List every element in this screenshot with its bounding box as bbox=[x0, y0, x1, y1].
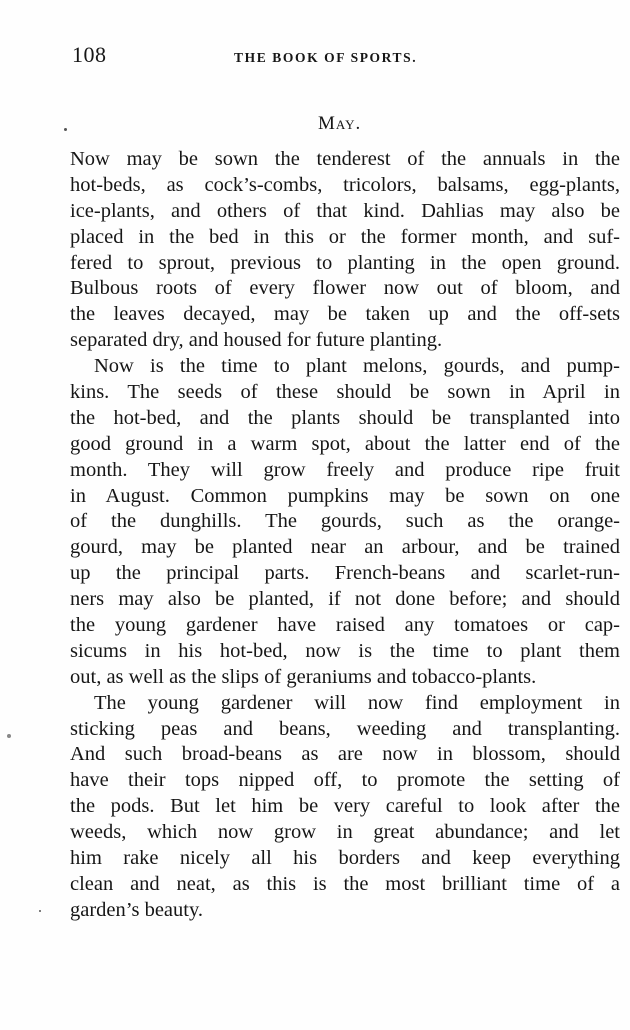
body-text bbox=[70, 147, 620, 924]
text-line: ners may also be planted, if not done before; and should bbox=[70, 588, 620, 611]
text-line: weeds, which now grow in great abundance; and let bbox=[70, 821, 620, 844]
text-line: up the principal parts. French-beans and scarlet-run- bbox=[70, 562, 620, 585]
text-line: placed in the bed in this or the former month, and suf- bbox=[70, 225, 620, 248]
text-line: separated dry, and housed for future planting. bbox=[70, 329, 443, 352]
text-line: Now is the time to plant melons, gourds, and pump- bbox=[94, 355, 620, 378]
text-line: have their tops nipped off, to promote the setting of bbox=[70, 769, 620, 792]
text-line: the young gardener have raised any tomatoes or cap- bbox=[70, 614, 620, 637]
text-line: garden’s beauty. bbox=[70, 898, 204, 921]
print-speck bbox=[39, 910, 41, 912]
text-line: And such broad-beans as are now in blossom, should bbox=[70, 743, 620, 766]
text-line: in August. Common pumpkins may be sown on one bbox=[70, 484, 620, 507]
text-line: the pods. But let him be very careful to look after the bbox=[70, 795, 620, 818]
text-line: gourd, may be planted near an arbour, and be trained bbox=[70, 536, 620, 559]
text-line: kins. The seeds of these should be sown in April in bbox=[70, 381, 620, 404]
running-head: THE BOOK OF SPORTS. bbox=[234, 50, 418, 65]
section-title: May. bbox=[318, 113, 362, 134]
page-number: 108 bbox=[72, 42, 107, 67]
text-line: him rake nicely all his borders and keep everything bbox=[70, 847, 620, 870]
text-line: hot-beds, as cock’s-combs, tricolors, balsams, egg-plants, bbox=[70, 173, 620, 196]
text-line: out, as well as the slips of geraniums and tobacco-plants. bbox=[70, 665, 537, 688]
text-line: fered to sprout, previous to planting in the open ground. bbox=[70, 251, 620, 274]
text-line: month. They will grow freely and produce ripe fruit bbox=[70, 458, 620, 481]
text-line: good ground in a warm spot, about the latter end of the bbox=[70, 432, 620, 455]
text-line: ice-plants, and others of that kind. Dahlias may also be bbox=[70, 199, 620, 222]
page-header bbox=[72, 42, 620, 72]
text-line: of the dunghills. The gourds, such as the orange- bbox=[70, 510, 620, 533]
text-line: sticking peas and beans, weeding and transplanting. bbox=[70, 717, 620, 740]
print-speck bbox=[64, 128, 67, 131]
print-speck bbox=[7, 734, 11, 738]
text-line: the hot-bed, and the plants should be transplanted into bbox=[70, 406, 620, 429]
text-line: Now may be sown the tenderest of the annuals in the bbox=[70, 148, 620, 170]
text-line: clean and neat, as this is the most brilliant time of a bbox=[70, 872, 620, 895]
text-line: The young gardener will now find employment in bbox=[94, 691, 620, 714]
text-line: the leaves decayed, may be taken up and the off-sets bbox=[70, 303, 620, 326]
text-line: Bulbous roots of every flower now out of bloom, and bbox=[70, 277, 620, 300]
text-line: sicums in his hot-bed, now is the time to plant them bbox=[70, 639, 620, 662]
